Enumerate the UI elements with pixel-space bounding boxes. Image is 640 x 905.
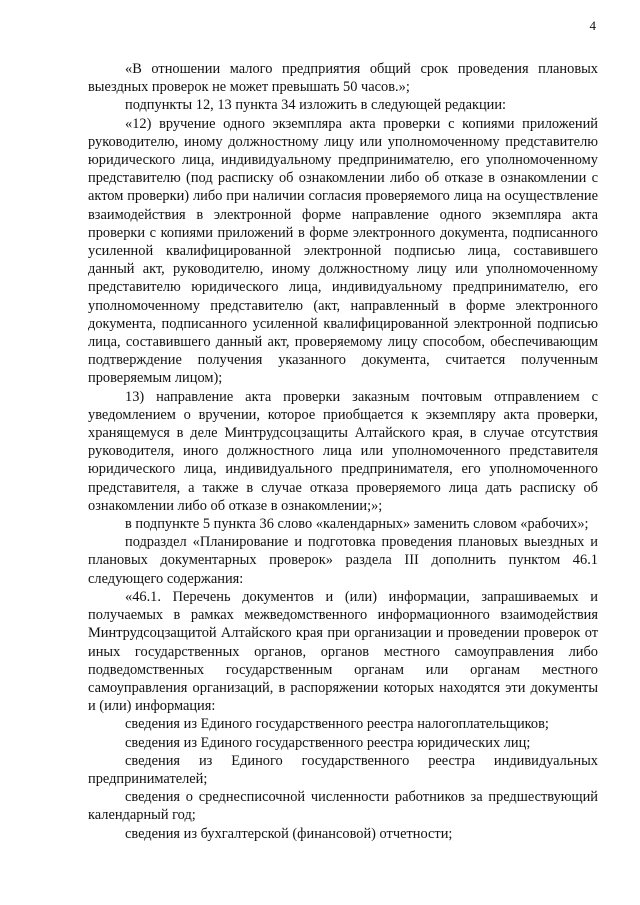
- paragraph-point-36: в подпункте 5 пункта 36 слово «календарных» заменить словом «рабочих»;: [125, 516, 589, 533]
- page-number: 4: [589, 18, 596, 33]
- paragraph-subsection-planning: подраздел «Планирование и подготовка проведения плановых выездных и плановых документарных проверок» раздела III дополнить пунктом 46.1 следующего содержания:: [88, 534, 598, 587]
- list-item-taxpayers-registry: сведения из Единого государственного реестра налогоплательщиков;: [125, 716, 549, 733]
- paragraph-item-12: «12) вручение одного экземпляра акта проверки с копиями приложений руководителю, иному должностному лицу или уполномоченному представителю юридического лица, индивидуальному предпринимателю, его уполномоченному представителю (под расписку об ознакомлении либо об отказе в ознакомлении с актом проверки) либо при наличии согласия проверяемого лица на осуществление взаимодействия в электронной форме направление одного экземпляра акта проверки с копиями приложений в форме электронного документа, подписанного усиленной квалифицированной электронной подписью лица, составившего данный акт, руководителю, иному должностному лицу или уполномоченному представителю юридического лица, индивидуальному предпринимателю, его уполномоченному представителю (акт, направленный в форме электронного документа, подписанного усиленной квалифицированной электронной подписью лица, составившего данный акт, проверяемому лицу способом, обеспечивающим подтверждение получения указанного документа, считается полученным проверяемым лицом);: [88, 115, 598, 387]
- list-item-average-headcount: сведения о среднесписочной численности работников за предшествующий календарный год;: [88, 789, 598, 824]
- paragraph-item-46-1: «46.1. Перечень документов и (или) информации, запрашиваемых и получаемых в рамках межведомственного информационного взаимодействия Минтрудсоцзащитой Алтайского края при организации и проведении проверок от иных государственных органов, органов местного самоуправления либо подведомственных государственным органам или органам местного самоуправления организаций, в распоряжении которых находятся эти документы и (или) информация:: [88, 588, 598, 715]
- paragraph-small-enterprise-term: «В отношении малого предприятия общий срок проведения плановых выездных проверок не может превышать 50 часов.»;: [88, 61, 598, 96]
- list-item-legal-entities-registry: сведения из Единого государственного реестра юридических лиц;: [125, 734, 531, 751]
- document-body: [88, 60, 598, 843]
- paragraph-subpoints-12-13: подпункты 12, 13 пункта 34 изложить в следующей редакции:: [125, 97, 507, 114]
- list-item-accounting-reports: сведения из бухгалтерской (финансовой) отчетности;: [125, 825, 453, 842]
- list-item-entrepreneurs-registry: сведения из Единого государственного реестра индивидуальных предпринимателей;: [88, 752, 598, 787]
- paragraph-item-13: 13) направление акта проверки заказным почтовым отправлением с уведомлением о вручении, которое приобщается к экземпляру акта проверки, хранящемуся в деле Минтрудсоцзащиты Алтайского края, в случае отсутствия руководителя, иного должностного лица или уполномоченного представителя юридического лица, индивидуального предпринимателя, его уполномоченного представителя, а также в случае отказа проверяемого лица дать расписку об ознакомлении либо об отказе в ознакомлении;»;: [88, 388, 598, 514]
